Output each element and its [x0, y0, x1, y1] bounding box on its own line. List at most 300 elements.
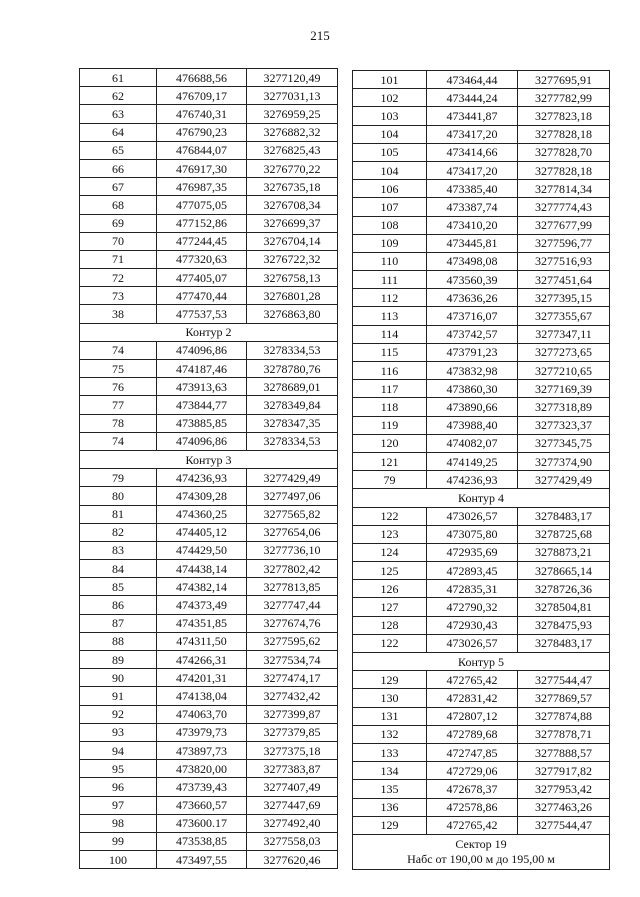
y-coordinate-cell: 3277534,74: [247, 651, 338, 669]
table-row: [80, 141, 338, 159]
y-coordinate-cell: 3277595,62: [247, 632, 338, 650]
y-coordinate-cell: 3278475,93: [518, 616, 610, 634]
table-row: [353, 525, 610, 543]
y-coordinate-cell: 3277169,39: [518, 380, 610, 398]
contour-header: Контур 4: [353, 489, 610, 507]
x-coordinate-cell: 473979,73: [157, 723, 247, 741]
x-coordinate-cell: 474063,70: [157, 705, 247, 723]
table-row: [80, 360, 338, 378]
table-row: [353, 634, 610, 652]
point-number-cell: 88: [80, 632, 157, 650]
y-coordinate-cell: 3276758,13: [247, 269, 338, 287]
table-row: [353, 125, 610, 143]
x-coordinate-cell: 472678,37: [427, 780, 518, 798]
x-coordinate-cell: 474138,04: [157, 687, 247, 705]
x-coordinate-cell: 473026,57: [427, 634, 518, 652]
point-number-cell: 78: [80, 414, 157, 432]
point-number-cell: 84: [80, 560, 157, 578]
x-coordinate-cell: 476987,35: [157, 178, 247, 196]
point-number-cell: 71: [80, 250, 157, 268]
y-coordinate-cell: 3276735,18: [247, 178, 338, 196]
point-number-cell: 38: [80, 305, 157, 323]
table-row: [353, 743, 610, 761]
point-number-cell: 126: [353, 580, 427, 598]
y-coordinate-cell: 3278349,84: [247, 396, 338, 414]
table-row: [80, 196, 338, 214]
table-row: [80, 541, 338, 559]
table-row: [353, 107, 610, 125]
x-coordinate-cell: 472789,68: [427, 725, 518, 743]
x-coordinate-cell: 472930,43: [427, 616, 518, 634]
contour-header-row: [80, 323, 338, 341]
point-number-cell: 70: [80, 232, 157, 250]
y-coordinate-cell: 3276699,37: [247, 214, 338, 232]
point-number-cell: 121: [353, 452, 427, 470]
point-number-cell: 67: [80, 178, 157, 196]
y-coordinate-cell: 3277210,65: [518, 362, 610, 380]
y-coordinate-cell: 3277345,75: [518, 434, 610, 452]
x-coordinate-cell: 473860,30: [427, 380, 518, 398]
y-coordinate-cell: 3276704,14: [247, 232, 338, 250]
table-row: [353, 762, 610, 780]
point-number-cell: 115: [353, 343, 427, 361]
y-coordinate-cell: 3277374,90: [518, 452, 610, 470]
table-row: [80, 269, 338, 287]
point-number-cell: 100: [80, 851, 157, 869]
table-row: [80, 159, 338, 177]
table-row: [353, 471, 610, 489]
point-number-cell: 133: [353, 743, 427, 761]
y-coordinate-cell: 3277544,47: [518, 671, 610, 689]
point-number-cell: 61: [80, 69, 157, 87]
contour-header-row: [80, 450, 338, 468]
x-coordinate-cell: 472835,31: [427, 580, 518, 598]
x-coordinate-cell: 472831,42: [427, 689, 518, 707]
point-number-cell: 64: [80, 123, 157, 141]
table-row: [353, 71, 610, 89]
y-coordinate-cell: 3277492,40: [247, 814, 338, 832]
x-coordinate-cell: 473636,26: [427, 289, 518, 307]
point-number-cell: 97: [80, 796, 157, 814]
x-coordinate-cell: 474236,93: [157, 469, 247, 487]
x-coordinate-cell: 474382,14: [157, 578, 247, 596]
y-coordinate-cell: 3276863,80: [247, 305, 338, 323]
table-row: [80, 523, 338, 541]
y-coordinate-cell: 3277429,49: [518, 471, 610, 489]
y-coordinate-cell: 3278334,53: [247, 341, 338, 359]
x-coordinate-cell: 473742,57: [427, 325, 518, 343]
table-row: [80, 214, 338, 232]
table-row: [80, 305, 338, 323]
y-coordinate-cell: 3276801,28: [247, 287, 338, 305]
table-row: [80, 723, 338, 741]
y-coordinate-cell: 3277823,18: [518, 107, 610, 125]
point-number-cell: 135: [353, 780, 427, 798]
point-number-cell: 123: [353, 525, 427, 543]
table-row: [80, 651, 338, 669]
y-coordinate-cell: 3277813,85: [247, 578, 338, 596]
point-number-cell: 79: [353, 471, 427, 489]
point-number-cell: 130: [353, 689, 427, 707]
table-row: [80, 69, 338, 87]
table-row: [353, 780, 610, 798]
coordinates-table-left: [79, 68, 338, 869]
point-number-cell: 125: [353, 562, 427, 580]
y-coordinate-cell: 3277497,06: [247, 487, 338, 505]
table-row: [80, 796, 338, 814]
y-coordinate-cell: 3277463,26: [518, 798, 610, 816]
y-coordinate-cell: 3276825,43: [247, 141, 338, 159]
y-coordinate-cell: 3277782,99: [518, 89, 610, 107]
x-coordinate-cell: 477320,63: [157, 250, 247, 268]
point-number-cell: 122: [353, 507, 427, 525]
point-number-cell: 75: [80, 360, 157, 378]
point-number-cell: 87: [80, 614, 157, 632]
table-row: [353, 598, 610, 616]
y-coordinate-cell: 3277736,10: [247, 541, 338, 559]
x-coordinate-cell: 473716,07: [427, 307, 518, 325]
point-number-cell: 74: [80, 432, 157, 450]
y-coordinate-cell: 3277347,11: [518, 325, 610, 343]
point-number-cell: 66: [80, 159, 157, 177]
y-coordinate-cell: 3277953,42: [518, 780, 610, 798]
point-number-cell: 94: [80, 741, 157, 759]
point-number-cell: 108: [353, 216, 427, 234]
table-row: [353, 580, 610, 598]
y-coordinate-cell: 3277695,91: [518, 71, 610, 89]
point-number-cell: 96: [80, 778, 157, 796]
x-coordinate-cell: 476917,30: [157, 159, 247, 177]
y-coordinate-cell: 3277888,57: [518, 743, 610, 761]
point-number-cell: 98: [80, 814, 157, 832]
point-number-cell: 95: [80, 760, 157, 778]
table-row: [80, 832, 338, 850]
x-coordinate-cell: 477152,86: [157, 214, 247, 232]
x-coordinate-cell: 476688,56: [157, 69, 247, 87]
point-number-cell: 65: [80, 141, 157, 159]
point-number-cell: 129: [353, 816, 427, 834]
point-number-cell: 127: [353, 598, 427, 616]
point-number-cell: 90: [80, 669, 157, 687]
x-coordinate-cell: 474201,31: [157, 669, 247, 687]
point-number-cell: 92: [80, 705, 157, 723]
table-row: [80, 87, 338, 105]
x-coordinate-cell: 473417,20: [427, 161, 518, 179]
x-coordinate-cell: 474236,93: [427, 471, 518, 489]
y-coordinate-cell: 3276770,22: [247, 159, 338, 177]
table-row: [353, 362, 610, 380]
point-number-cell: 62: [80, 87, 157, 105]
y-coordinate-cell: 3277395,15: [518, 289, 610, 307]
point-number-cell: 105: [353, 143, 427, 161]
y-coordinate-cell: 3278780,76: [247, 360, 338, 378]
point-number-cell: 72: [80, 269, 157, 287]
contour-header: Контур 5: [353, 653, 610, 671]
table-row: [353, 798, 610, 816]
point-number-cell: 119: [353, 416, 427, 434]
y-coordinate-cell: 3278725,68: [518, 525, 610, 543]
table-row: [80, 578, 338, 596]
table-row: [80, 341, 338, 359]
x-coordinate-cell: 473538,85: [157, 832, 247, 850]
x-coordinate-cell: 474082,07: [427, 434, 518, 452]
y-coordinate-cell: 3278665,14: [518, 562, 610, 580]
point-number-cell: 69: [80, 214, 157, 232]
y-coordinate-cell: 3277516,93: [518, 252, 610, 270]
y-coordinate-cell: 3277447,69: [247, 796, 338, 814]
y-coordinate-cell: 3277379,85: [247, 723, 338, 741]
point-number-cell: 113: [353, 307, 427, 325]
x-coordinate-cell: 474309,28: [157, 487, 247, 505]
table-row: [80, 705, 338, 723]
table-row: [353, 216, 610, 234]
table-row: [80, 232, 338, 250]
table-row: [80, 396, 338, 414]
x-coordinate-cell: 477470,44: [157, 287, 247, 305]
x-coordinate-cell: 473464,44: [427, 71, 518, 89]
x-coordinate-cell: 473897,73: [157, 741, 247, 759]
x-coordinate-cell: 474438,14: [157, 560, 247, 578]
point-number-cell: 134: [353, 762, 427, 780]
table-row: [353, 307, 610, 325]
table-row: [80, 414, 338, 432]
y-coordinate-cell: 3277828,18: [518, 125, 610, 143]
point-number-cell: 118: [353, 398, 427, 416]
table-row: [353, 252, 610, 270]
contour-header: Контур 3: [80, 450, 338, 468]
table-row: [80, 287, 338, 305]
table-row: [80, 614, 338, 632]
table-row: [353, 180, 610, 198]
y-coordinate-cell: 3277917,82: [518, 762, 610, 780]
point-number-cell: 131: [353, 707, 427, 725]
point-number-cell: 104: [353, 161, 427, 179]
y-coordinate-cell: 3278689,01: [247, 378, 338, 396]
x-coordinate-cell: 472765,42: [427, 816, 518, 834]
y-coordinate-cell: 3277802,42: [247, 560, 338, 578]
y-coordinate-cell: 3278504,81: [518, 598, 610, 616]
point-number-cell: 81: [80, 505, 157, 523]
x-coordinate-cell: 476740,31: [157, 105, 247, 123]
y-coordinate-cell: 3276708,34: [247, 196, 338, 214]
table-row: [80, 178, 338, 196]
table-row: [353, 507, 610, 525]
table-row: [353, 416, 610, 434]
y-coordinate-cell: 3277828,70: [518, 143, 610, 161]
x-coordinate-cell: 472765,42: [427, 671, 518, 689]
table-row: [80, 778, 338, 796]
point-number-cell: 132: [353, 725, 427, 743]
x-coordinate-cell: 473739,43: [157, 778, 247, 796]
sector-footer: [353, 834, 610, 869]
point-number-cell: 111: [353, 271, 427, 289]
y-coordinate-cell: 3277429,49: [247, 469, 338, 487]
x-coordinate-cell: 473026,57: [427, 507, 518, 525]
point-number-cell: 114: [353, 325, 427, 343]
x-coordinate-cell: 476790,23: [157, 123, 247, 141]
point-number-cell: 128: [353, 616, 427, 634]
x-coordinate-cell: 474149,25: [427, 452, 518, 470]
table-row: [353, 543, 610, 561]
y-coordinate-cell: 3277451,64: [518, 271, 610, 289]
y-coordinate-cell: 3277474,17: [247, 669, 338, 687]
x-coordinate-cell: 472578,86: [427, 798, 518, 816]
coordinates-table-right: [352, 70, 610, 870]
table-row: [80, 250, 338, 268]
x-coordinate-cell: 473441,87: [427, 107, 518, 125]
table-row: [80, 505, 338, 523]
y-coordinate-cell: 3277432,42: [247, 687, 338, 705]
table-row: [353, 271, 610, 289]
x-coordinate-cell: 472807,12: [427, 707, 518, 725]
y-coordinate-cell: 3277273,65: [518, 343, 610, 361]
point-number-cell: 104: [353, 125, 427, 143]
table-row: [353, 289, 610, 307]
y-coordinate-cell: 3277878,71: [518, 725, 610, 743]
x-coordinate-cell: 472790,32: [427, 598, 518, 616]
table-row: [353, 89, 610, 107]
table-row: [353, 143, 610, 161]
point-number-cell: 76: [80, 378, 157, 396]
x-coordinate-cell: 473075,80: [427, 525, 518, 543]
table-row: [353, 434, 610, 452]
table-row: [80, 760, 338, 778]
table-row: [353, 707, 610, 725]
point-number-cell: 116: [353, 362, 427, 380]
contour-header-row: [353, 653, 610, 671]
point-number-cell: 122: [353, 634, 427, 652]
table-row: [80, 487, 338, 505]
table-row: [353, 325, 610, 343]
point-number-cell: 68: [80, 196, 157, 214]
page-number: 215: [310, 28, 330, 43]
y-coordinate-cell: 3277677,99: [518, 216, 610, 234]
table-row: [80, 432, 338, 450]
x-coordinate-cell: 477075,05: [157, 196, 247, 214]
point-number-cell: 109: [353, 234, 427, 252]
x-coordinate-cell: 473832,98: [427, 362, 518, 380]
y-coordinate-cell: 3277828,18: [518, 161, 610, 179]
table-row: [353, 616, 610, 634]
table-row: [80, 669, 338, 687]
point-number-cell: 89: [80, 651, 157, 669]
x-coordinate-cell: 477405,07: [157, 269, 247, 287]
x-coordinate-cell: 473890,66: [427, 398, 518, 416]
x-coordinate-cell: 477537,53: [157, 305, 247, 323]
y-coordinate-cell: 3277120,49: [247, 69, 338, 87]
y-coordinate-cell: 3277323,37: [518, 416, 610, 434]
y-coordinate-cell: 3277869,57: [518, 689, 610, 707]
table-row: [353, 562, 610, 580]
x-coordinate-cell: 474311,50: [157, 632, 247, 650]
x-coordinate-cell: 473444,24: [427, 89, 518, 107]
x-coordinate-cell: 473445,81: [427, 234, 518, 252]
table-row: [80, 814, 338, 832]
point-number-cell: 77: [80, 396, 157, 414]
y-coordinate-cell: 3277620,46: [247, 851, 338, 869]
x-coordinate-cell: 473820,00: [157, 760, 247, 778]
y-coordinate-cell: 3277407,49: [247, 778, 338, 796]
y-coordinate-cell: 3277774,43: [518, 198, 610, 216]
x-coordinate-cell: 477244,45: [157, 232, 247, 250]
sector-title: Сектор 19: [455, 836, 507, 851]
point-number-cell: 120: [353, 434, 427, 452]
point-number-cell: 86: [80, 596, 157, 614]
y-coordinate-cell: 3278334,53: [247, 432, 338, 450]
point-number-cell: 107: [353, 198, 427, 216]
x-coordinate-cell: 473414,66: [427, 143, 518, 161]
table-row: [353, 198, 610, 216]
point-number-cell: 136: [353, 798, 427, 816]
y-coordinate-cell: 3276959,25: [247, 105, 338, 123]
table-row: [353, 671, 610, 689]
y-coordinate-cell: 3276722,32: [247, 250, 338, 268]
y-coordinate-cell: 3277596,77: [518, 234, 610, 252]
point-number-cell: 117: [353, 380, 427, 398]
y-coordinate-cell: 3277544,47: [518, 816, 610, 834]
x-coordinate-cell: 472729,06: [427, 762, 518, 780]
y-coordinate-cell: 3277558,03: [247, 832, 338, 850]
sector-height-range: Набс от 190,00 м до 195,00 м: [407, 851, 555, 866]
x-coordinate-cell: 473560,39: [427, 271, 518, 289]
point-number-cell: 129: [353, 671, 427, 689]
table-row: [353, 816, 610, 834]
y-coordinate-cell: 3278483,17: [518, 634, 610, 652]
table-row: [353, 689, 610, 707]
x-coordinate-cell: 474429,50: [157, 541, 247, 559]
table-row: [80, 596, 338, 614]
x-coordinate-cell: 473498,08: [427, 252, 518, 270]
table-row: [80, 741, 338, 759]
point-number-cell: 79: [80, 469, 157, 487]
point-number-cell: 99: [80, 832, 157, 850]
table-row: [80, 632, 338, 650]
x-coordinate-cell: 473844,77: [157, 396, 247, 414]
point-number-cell: 91: [80, 687, 157, 705]
y-coordinate-cell: 3278726,36: [518, 580, 610, 598]
point-number-cell: 112: [353, 289, 427, 307]
y-coordinate-cell: 3277355,67: [518, 307, 610, 325]
point-number-cell: 102: [353, 89, 427, 107]
x-coordinate-cell: 473497,55: [157, 851, 247, 869]
x-coordinate-cell: 473410,20: [427, 216, 518, 234]
x-coordinate-cell: 472935,69: [427, 543, 518, 561]
point-number-cell: 73: [80, 287, 157, 305]
point-number-cell: 106: [353, 180, 427, 198]
y-coordinate-cell: 3277654,06: [247, 523, 338, 541]
x-coordinate-cell: 474187,46: [157, 360, 247, 378]
x-coordinate-cell: 474360,25: [157, 505, 247, 523]
x-coordinate-cell: 476844,07: [157, 141, 247, 159]
x-coordinate-cell: 474096,86: [157, 341, 247, 359]
point-number-cell: 110: [353, 252, 427, 270]
point-number-cell: 101: [353, 71, 427, 89]
table-row: [353, 343, 610, 361]
x-coordinate-cell: 473660,57: [157, 796, 247, 814]
x-coordinate-cell: 474373,49: [157, 596, 247, 614]
x-coordinate-cell: 473988,40: [427, 416, 518, 434]
table-row: [80, 469, 338, 487]
y-coordinate-cell: 3278347,35: [247, 414, 338, 432]
point-number-cell: 74: [80, 341, 157, 359]
table-row: [353, 380, 610, 398]
y-coordinate-cell: 3277399,87: [247, 705, 338, 723]
x-coordinate-cell: 473385,40: [427, 180, 518, 198]
point-number-cell: 103: [353, 107, 427, 125]
y-coordinate-cell: 3277674,76: [247, 614, 338, 632]
y-coordinate-cell: 3277874,88: [518, 707, 610, 725]
table-row: [353, 161, 610, 179]
